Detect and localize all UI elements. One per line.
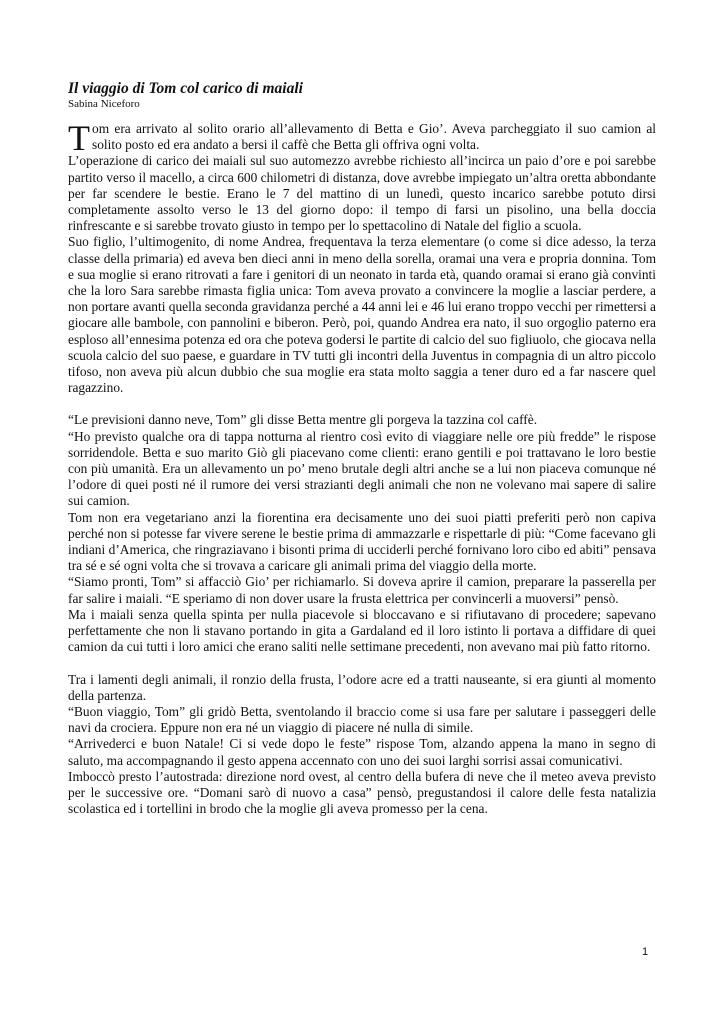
- page-number: 1: [642, 946, 649, 958]
- paragraph: L’operazione di carico dei maiali sul suo automezzo avrebbe richiesto all’incirca un paio d’ore e poi sarebbe partito verso il macello, a circa 600 chilometri di distanza, dove avrebbe impiegato un’altra oretta abbondante per far scendere le bestie. Erano le 7 del mattino di un lunedì, questo incarico sarebbe potuto dirsi completamente assolto verso le 13 del giorno dopo: il tempo di farsi un pisolino, una bella doccia rinfrescante e si sarebbe trovato giusto in tempo per lo spettacolino di Natale del figlio a scuola.: [68, 153, 656, 234]
- paragraph: “Arrivederci e buon Natale! Ci si vede dopo le feste” rispose Tom, alzando appena la mano in segno di saluto, ma accompagnando il gesto appena accennato con uno dei suoi larghi sorrisi assai comunicativi.: [68, 736, 656, 768]
- document-page: [68, 80, 656, 817]
- drop-cap: T: [68, 118, 90, 158]
- paragraph: “Siamo pronti, Tom” si affacciò Gio’ per richiamarlo. Si doveva aprire il camion, preparare la passerella per far salire i maiali. “E speriamo di non dover usare la frusta elettrica per convincerli a muoversi” pensò.: [68, 574, 656, 606]
- paragraph: “Le previsioni danno neve, Tom” gli disse Betta mentre gli porgeva la tazzina col caffè.: [68, 412, 538, 428]
- document-title: Il viaggio di Tom col carico di maiali: [68, 80, 303, 97]
- document-author: Sabina Niceforo: [68, 98, 140, 110]
- document-body: [68, 118, 656, 817]
- paragraph: Ma i maiali senza quella spinta per nulla piacevole si bloccavano e si rifiutavano di procedere; sapevano perfettamente che non li stavano portando in gita a Gardaland ed il loro istinto li portava a diffidare di quei camion da cui tutti i loro amici che erano saliti nelle settimane precedenti, non avevano mai più fatto ritorno.: [68, 606, 656, 655]
- paragraph: “Ho previsto qualche ora di tappa notturna al rientro così evito di viaggiare nelle ore più fredde” le rispose sorridendole. Betta e suo marito Giò gli piacevano come clienti: erano gentili e poi trattavano le loro bestie con più umanità. Era un allevamento un po’ meno brutale degli altri anche se a lui non piaceva comunque né l’odore di quei posti né il rumore dei versi strazianti degli animali che non ne volevano mai sapere di salire sui camion.: [68, 428, 656, 509]
- paragraph: Imboccò presto l’autostrada: direzione nord ovest, al centro della bufera di neve che il meteo aveva previsto per le successive ore. “Domani sarò di nuovo a casa” pensò, pregustandosi il calore delle festa natalizia scolastica ed i tortellini in brodo che la moglie gli aveva promesso per la cena.: [68, 768, 656, 817]
- paragraph: Tra i lamenti degli animali, il ronzio della frusta, l’odore acre ed a tratti nauseante, si era giunti al momento della partenza.: [68, 671, 656, 703]
- paragraph: “Buon viaggio, Tom” gli gridò Betta, sventolando il braccio come si usa fare per salutare i passeggeri delle navi da crociera. Eppure non era né un viaggio di piacere né nulla di simile.: [68, 703, 656, 736]
- paragraph: Suo figlio, l’ultimogenito, di nome Andrea, frequentava la terza elementare (o come si dice adesso, la terza classe della primaria) ed aveva ben dieci anni in meno della sorella, oramai una vera e propria donnina. Tom e sua moglie si erano ritrovati a fare i genitori di un neonato in tarda età, quando oramai si erano già convinti che la loro Sara sarebbe rimasta figlia unica: Tom aveva provato a convincere la moglie a lasciar perdere, a non portare avanti quella seconda gravidanza perché a 44 anni lei e 46 lui erano troppo vecchi per rimettersi a giocare alle bambole, con pannolini e biberon. Però, poi, quando Andrea era nato, il suo orgoglio paterno era esploso all’ennesima potenza ed ora che poteva godersi le partite di calcio del suo figliuolo, che giocava nella scuola calcio del suo paese, e guardare in TV tutti gli incontri della Juventus in compagnia di un altro piccolo tifoso, non aveva più alcun dubbio che sua moglie era stata molto saggia a tener duro ed a far nascere quel ragazzino.: [68, 234, 656, 396]
- paragraph: Tom non era vegetariano anzi la fiorentina era decisamente uno dei suoi piatti preferiti però non capiva perché non si potesse far vivere serene le bestie prima di ammazzarle e rispettarle di più: “Come facevano gli indiani d’America, che ringraziavano i bisonti prima di ucciderli perché fornivano loro cibo ed abiti” pensava tra sé e sé ogni volta che si trovava a caricare gli animali prima del viaggio della morte.: [68, 509, 656, 574]
- paragraph-text: om era arrivato al solito orario all’allevamento di Betta e Gio’. Aveva parcheggiato il suo camion al solito posto ed era andato a bersi il caffè che Betta gli offriva ogni volta.: [92, 121, 656, 153]
- paragraph: [68, 118, 656, 158]
